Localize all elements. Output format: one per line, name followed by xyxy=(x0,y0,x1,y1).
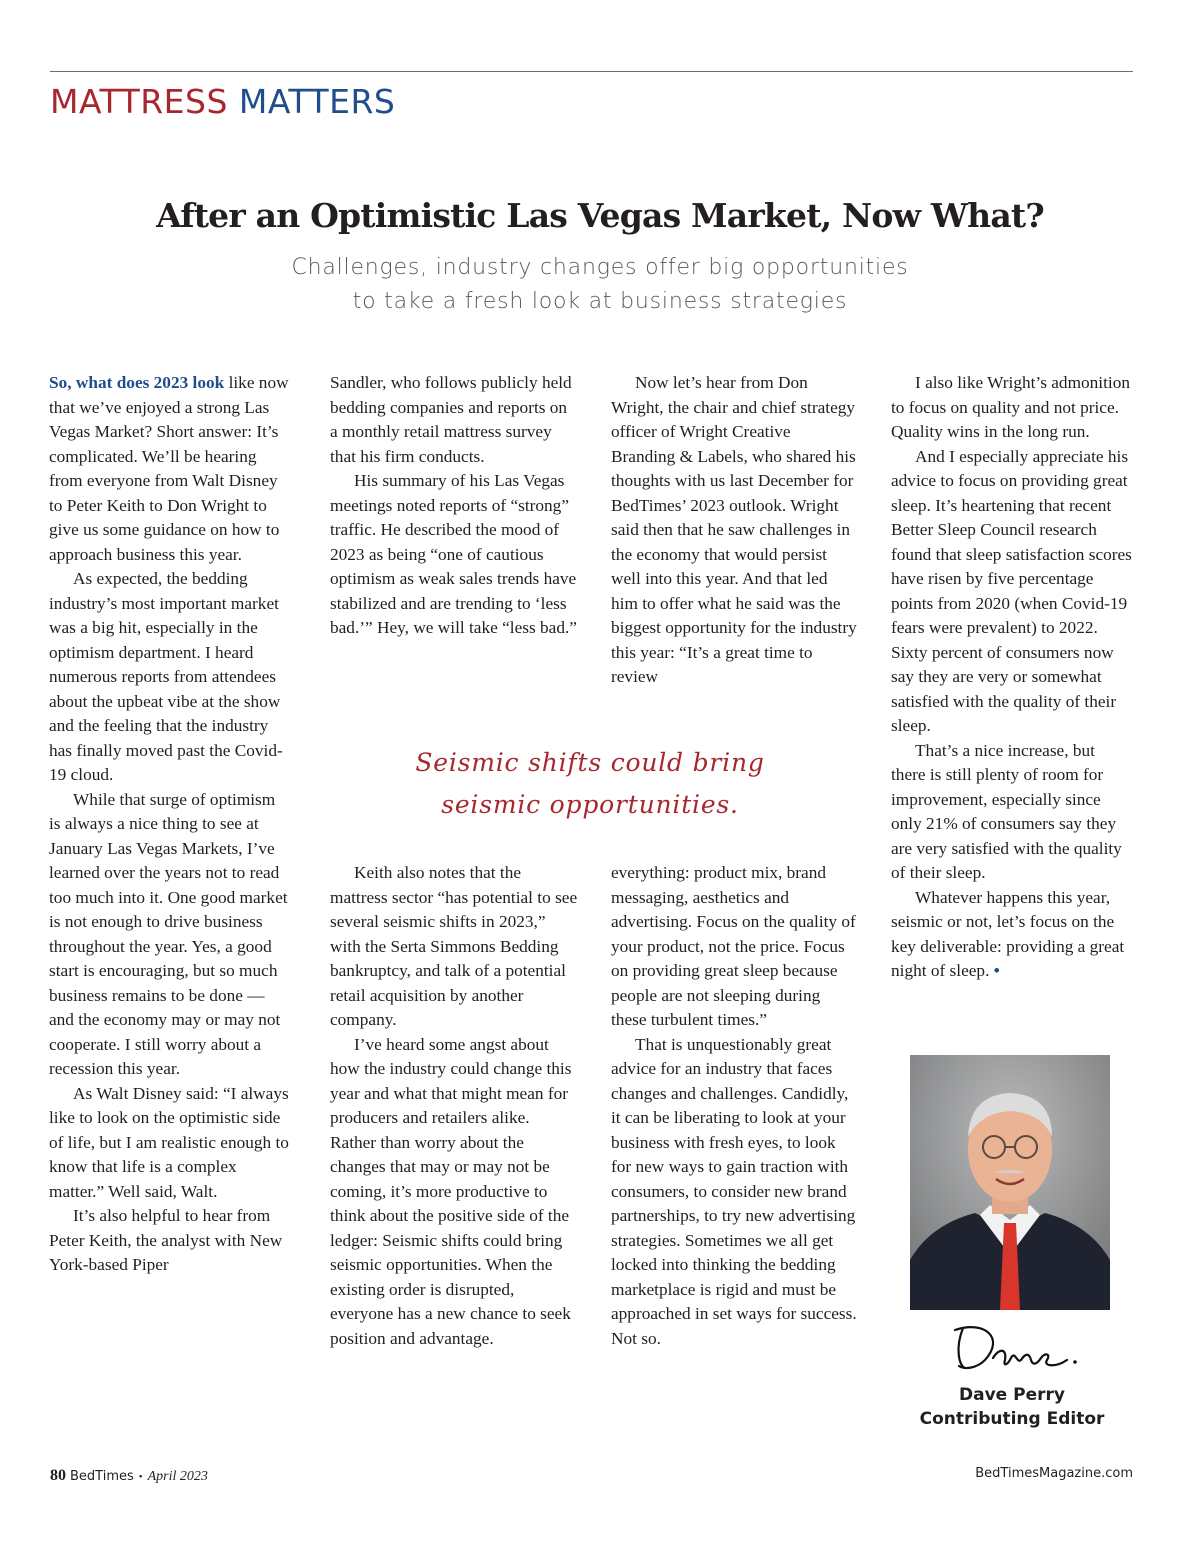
column-1-paragraph-5: It’s also helpful to hear from Peter Keith, the analyst with New York-based Piper xyxy=(49,1206,283,1274)
author-byline xyxy=(912,1383,1112,1431)
folio-separator: • xyxy=(138,1471,143,1483)
magazine-name: BedTimes xyxy=(70,1469,134,1484)
column-3-paragraph-1: Now let’s hear from Don Wright, the chair and chief strategy officer of Wright Creative Branding & Labels, who shared his thoughts with us last December for BedTimes’ 2023 outlook. Wright said then that he saw challenges in the economy that would persist well into this year. And that led him to offer what he said was the biggest opportunity for the industry this year: “It’s a great time to review xyxy=(611,373,857,686)
column-1-paragraph-1-text: like now that we’ve enjoyed a strong Las Vegas Market? Short answer: It’s complicated. We’ll be hearing from everyone from Walt Disney to Peter Keith to Don Wright to give us some guidance on how to approach business this year. xyxy=(49,373,289,564)
pull-quote-line-1: Seismic shifts could bring xyxy=(415,748,765,777)
section-header xyxy=(50,84,395,120)
column-2-paragraph-3: Keith also notes that the mattress sector “has potential to see several seismic shifts in 2023,” with the Serta Simmons Bedding bankruptcy, and talk of a potential retail acquisition by another company. xyxy=(330,863,578,1029)
footer-folio xyxy=(50,1467,208,1485)
author-signature xyxy=(945,1318,1085,1378)
column-4-paragraph-2: And I especially appreciate his advice to focus on providing great sleep. It’s heartening that recent Better Sleep Council research found that sleep satisfaction scores have risen by five percentage points from 2020 (when Covid-19 fears were prevalent) to 2022. Sixty percent of consumers now say they are very or somewhat satisfied with the quality of their sleep. xyxy=(891,446,1132,735)
column-1-paragraph-2: As expected, the bedding industry’s most important market was a big hit, especially in the optimism department. I heard numerous reports from attendees about the upbeat vibe at the show and the feeling that the industry has finally moved past the Covid-19 cloud. xyxy=(49,569,283,784)
column-2-bottom xyxy=(330,861,578,1351)
column-4 xyxy=(891,371,1133,984)
column-2-top xyxy=(330,371,578,641)
article-deck-line-1: Challenges, industry changes offer big opportunities xyxy=(291,255,909,280)
column-1 xyxy=(49,371,289,1278)
column-4-paragraph-1: I also like Wright’s admonition to focus on quality and not price. Quality wins in the long run. xyxy=(891,373,1130,441)
column-1-paragraph-3: While that surge of optimism is always a nice thing to see at January Las Vegas Markets, I’ve learned over the years not to read too much into it. One good market is not enough to drive business throughout the year. Yes, a good start is encouraging, but so much business remains to be done — and the economy may or may not cooperate. I still worry about a recession this year. xyxy=(49,789,288,1078)
pull-quote xyxy=(390,742,790,826)
author-photo xyxy=(910,1055,1110,1310)
end-mark: • xyxy=(993,961,1000,980)
column-1-paragraph-1 xyxy=(49,371,289,567)
column-3-paragraph-3: That is unquestionably great advice for an industry that faces changes and challenges. Candidly, it can be liberating to look at your business with fresh eyes, to look for new ways to gain traction with consumers, to consider new brand partnerships, to try new advertising strategies. Sometimes we all get locked into thinking the bedding marketplace is rigid and must be approached in set ways for success. Not so. xyxy=(611,1034,857,1348)
column-4-paragraph-3: That’s a nice increase, but there is still plenty of room for improvement, especially since only 21% of consumers say they are very satisfied with the quality of their sleep. xyxy=(891,740,1122,882)
top-rule xyxy=(50,71,1133,72)
author-name: Dave Perry xyxy=(959,1385,1065,1405)
column-3-paragraph-2: everything: product mix, brand messaging, aesthetics and advertising. Focus on the quality of your product, not the price. Focus on providing great sleep because people are not sleeping during these turbulent times.” xyxy=(611,863,856,1029)
page-number: 80 xyxy=(50,1467,66,1484)
author-portrait-image xyxy=(910,1055,1110,1310)
article-headline: After an Optimistic Las Vegas Market, Now What? xyxy=(156,196,1044,235)
section-word-mattress: MATTRESS xyxy=(50,82,228,121)
column-2-paragraph-4: I’ve heard some angst about how the industry could change this year and what that might mean for producers and retailers alike. Rather than worry about the changes that may or may not be coming, it’s more productive to think about the positive side of the ledger: Seismic shifts could bring seismic opportunities. When the existing order is disrupted, everyone has a new chance to seek position and advantage. xyxy=(330,1034,572,1348)
author-title: Contributing Editor xyxy=(919,1409,1105,1429)
website-url: BedTimesMagazine.com xyxy=(975,1466,1133,1481)
column-3-top xyxy=(611,371,857,690)
issue-date: April 2023 xyxy=(147,1469,208,1484)
article-deck-line-2: to take a fresh look at business strategies xyxy=(352,289,848,314)
column-2-paragraph-1: Sandler, who follows publicly held bedding companies and reports on a monthly retail mattress survey that his firm conducts. xyxy=(330,373,572,466)
pull-quote-line-2: seismic opportunities. xyxy=(441,790,739,819)
lead-in: So, what does 2023 look xyxy=(49,373,225,392)
column-1-paragraph-4: As Walt Disney said: “I always like to look on the optimistic side of life, but I am realistic enough to know that life is a complex matter.” Well said, Walt. xyxy=(49,1083,289,1201)
column-4-paragraph-4-text: Whatever happens this year, seismic or not, let’s focus on the key deliverable: providing a great night of sleep. xyxy=(891,887,1125,980)
section-word-matters: MATTERS xyxy=(238,82,396,121)
column-3-bottom xyxy=(611,861,857,1351)
column-2-paragraph-2: His summary of his Las Vegas meetings noted reports of “strong” traffic. He described the mood of 2023 as being “one of cautious optimism as weak sales trends have stabilized and are trending to ‘less bad.’” Hey, we will take “less bad.” xyxy=(330,471,577,637)
column-4-paragraph-4 xyxy=(891,886,1133,984)
